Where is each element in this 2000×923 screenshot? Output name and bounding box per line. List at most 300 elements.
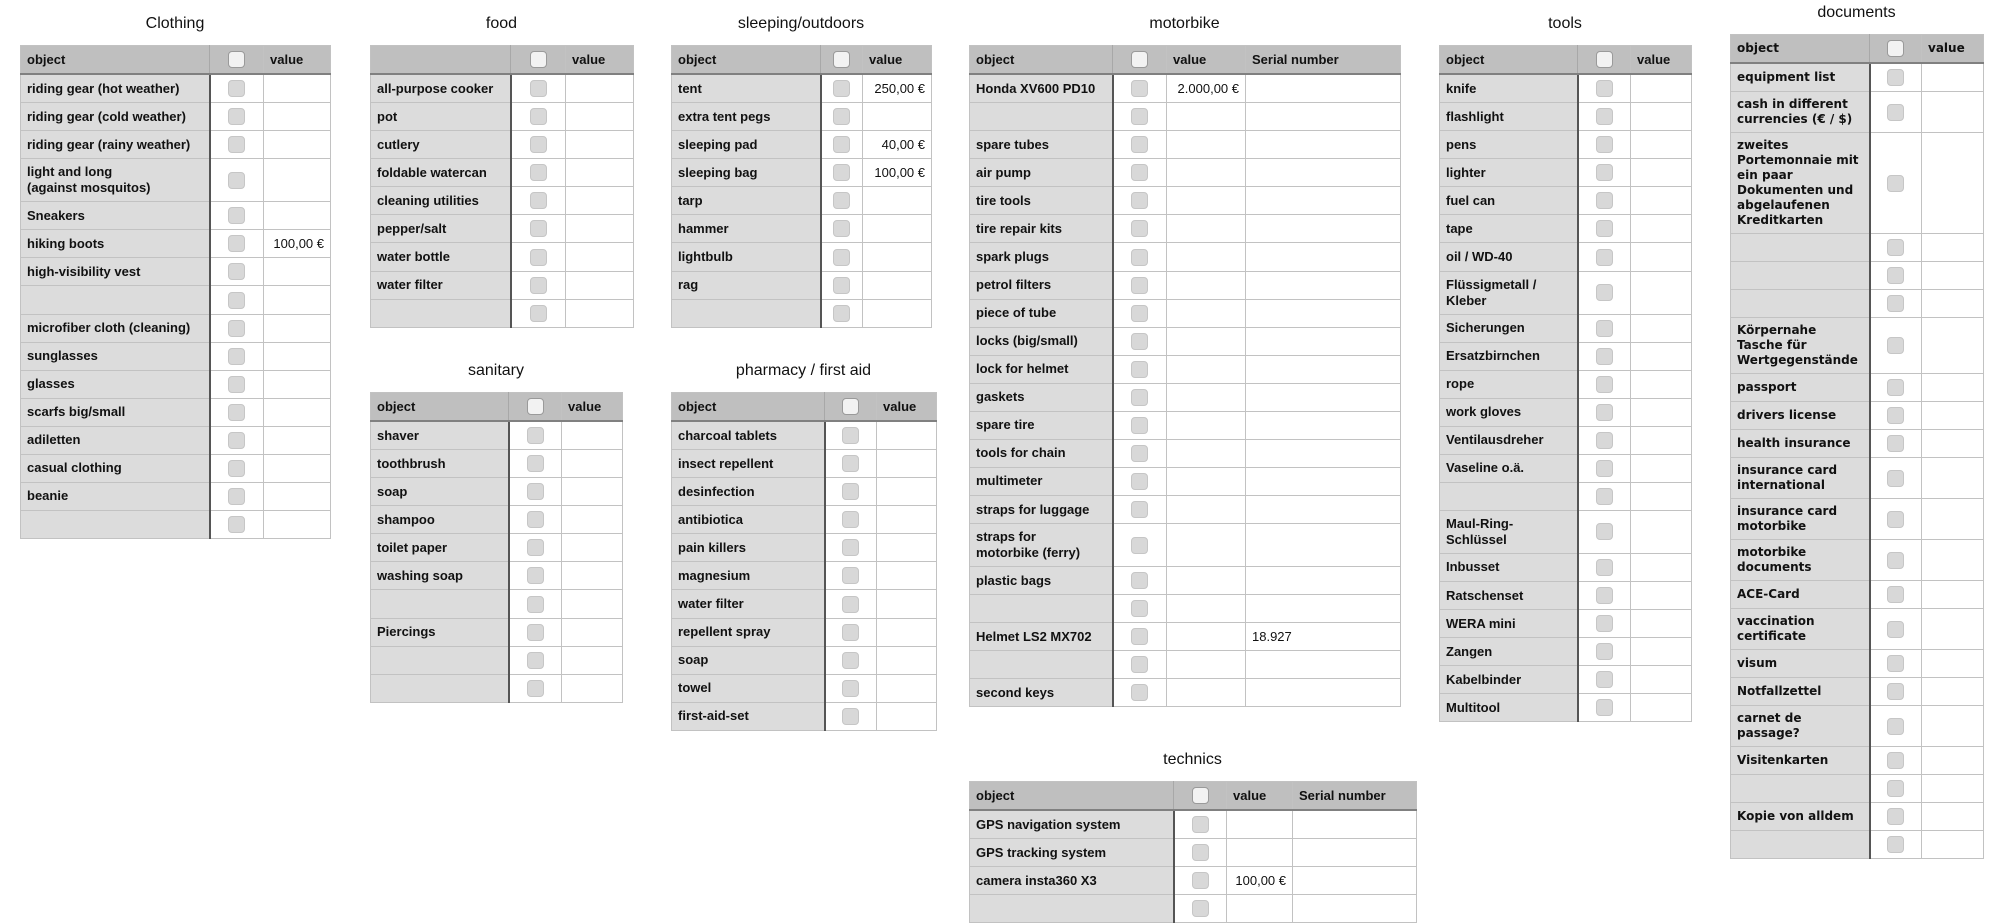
item-checkbox[interactable] xyxy=(842,567,859,584)
value-cell[interactable] xyxy=(264,482,331,510)
item-checkbox[interactable] xyxy=(1887,379,1904,396)
serial-number-cell[interactable] xyxy=(1246,103,1401,131)
serial-number-cell[interactable] xyxy=(1246,159,1401,187)
object-cell[interactable]: charcoal tablets xyxy=(672,421,825,450)
value-cell[interactable] xyxy=(264,103,331,131)
item-checkbox[interactable] xyxy=(842,483,859,500)
value-cell[interactable] xyxy=(1631,482,1692,510)
item-checkbox[interactable] xyxy=(833,164,850,181)
object-cell[interactable]: riding gear (cold weather) xyxy=(21,103,210,131)
value-cell[interactable] xyxy=(1167,327,1246,355)
value-cell[interactable] xyxy=(1631,426,1692,454)
object-cell[interactable]: tire repair kits xyxy=(970,215,1113,243)
object-cell[interactable]: equipment list xyxy=(1731,63,1870,92)
object-cell[interactable]: Honda XV600 PD10 xyxy=(970,74,1113,103)
item-checkbox[interactable] xyxy=(1887,295,1904,312)
object-cell[interactable]: sleeping bag xyxy=(672,159,821,187)
value-cell[interactable] xyxy=(1922,706,1984,747)
object-cell[interactable]: work gloves xyxy=(1440,398,1578,426)
object-cell[interactable]: cleaning utilities xyxy=(371,187,511,215)
item-checkbox[interactable] xyxy=(1887,407,1904,424)
item-checkbox[interactable] xyxy=(530,277,547,294)
item-checkbox[interactable] xyxy=(228,348,245,365)
object-cell[interactable]: pens xyxy=(1440,131,1578,159)
object-cell[interactable]: health insurance xyxy=(1731,430,1870,458)
value-cell[interactable] xyxy=(1227,810,1293,839)
object-cell[interactable]: knife xyxy=(1440,74,1578,103)
item-checkbox[interactable] xyxy=(842,708,859,725)
value-cell[interactable] xyxy=(1631,314,1692,342)
object-cell[interactable]: high-visibility vest xyxy=(21,258,210,286)
object-cell[interactable] xyxy=(21,510,210,538)
item-checkbox[interactable] xyxy=(1887,836,1904,853)
item-checkbox[interactable] xyxy=(1596,320,1613,337)
value-cell[interactable] xyxy=(1167,131,1246,159)
value-cell[interactable] xyxy=(1922,318,1984,374)
value-cell[interactable] xyxy=(1922,747,1984,775)
object-cell[interactable]: tent xyxy=(672,74,821,103)
serial-number-cell[interactable] xyxy=(1246,355,1401,383)
object-cell[interactable]: toothbrush xyxy=(371,450,509,478)
select-all-checkbox[interactable] xyxy=(833,51,850,68)
item-checkbox[interactable] xyxy=(228,263,245,280)
value-cell[interactable] xyxy=(1167,524,1246,567)
object-cell[interactable]: GPS tracking system xyxy=(970,839,1174,867)
value-cell[interactable] xyxy=(1631,398,1692,426)
item-checkbox[interactable] xyxy=(1131,473,1148,490)
item-checkbox[interactable] xyxy=(1596,404,1613,421)
item-checkbox[interactable] xyxy=(1131,361,1148,378)
item-checkbox[interactable] xyxy=(530,220,547,237)
item-checkbox[interactable] xyxy=(1887,511,1904,528)
value-cell[interactable] xyxy=(1631,638,1692,666)
value-cell[interactable] xyxy=(877,674,937,702)
value-cell[interactable] xyxy=(877,590,937,618)
value-cell[interactable] xyxy=(1167,679,1246,707)
item-checkbox[interactable] xyxy=(1131,164,1148,181)
item-checkbox[interactable] xyxy=(1131,305,1148,322)
select-all-checkbox[interactable] xyxy=(228,51,245,68)
object-cell[interactable] xyxy=(371,590,509,618)
value-cell[interactable] xyxy=(1167,411,1246,439)
object-cell[interactable]: camera insta360 X3 xyxy=(970,867,1174,895)
object-cell[interactable]: locks (big/small) xyxy=(970,327,1113,355)
item-checkbox[interactable] xyxy=(1131,277,1148,294)
object-cell[interactable]: insect repellent xyxy=(672,450,825,478)
item-checkbox[interactable] xyxy=(1887,718,1904,735)
object-cell[interactable]: shampoo xyxy=(371,506,509,534)
item-checkbox[interactable] xyxy=(228,108,245,125)
object-cell[interactable]: hammer xyxy=(672,215,821,243)
object-cell[interactable]: Zangen xyxy=(1440,638,1578,666)
value-cell[interactable]: 100,00 € xyxy=(863,159,932,187)
value-cell[interactable] xyxy=(1167,215,1246,243)
value-cell[interactable] xyxy=(566,131,634,159)
item-checkbox[interactable] xyxy=(1887,586,1904,603)
value-cell[interactable] xyxy=(1631,131,1692,159)
value-cell[interactable] xyxy=(264,426,331,454)
item-checkbox[interactable] xyxy=(1596,643,1613,660)
value-cell[interactable] xyxy=(877,534,937,562)
object-cell[interactable]: towel xyxy=(672,674,825,702)
item-checkbox[interactable] xyxy=(833,277,850,294)
item-checkbox[interactable] xyxy=(833,136,850,153)
item-checkbox[interactable] xyxy=(228,292,245,309)
object-cell[interactable]: vaccination certificate xyxy=(1731,609,1870,650)
serial-number-cell[interactable] xyxy=(1246,524,1401,567)
item-checkbox[interactable] xyxy=(1596,559,1613,576)
item-checkbox[interactable] xyxy=(1131,628,1148,645)
item-checkbox[interactable] xyxy=(527,652,544,669)
item-checkbox[interactable] xyxy=(833,192,850,209)
item-checkbox[interactable] xyxy=(1192,816,1209,833)
object-cell[interactable]: Flüssigmetall / Kleber xyxy=(1440,271,1578,314)
value-cell[interactable] xyxy=(264,370,331,398)
value-cell[interactable] xyxy=(863,271,932,299)
value-cell[interactable] xyxy=(562,534,623,562)
value-cell[interactable] xyxy=(877,702,937,730)
value-cell[interactable]: 100,00 € xyxy=(1227,867,1293,895)
item-checkbox[interactable] xyxy=(1887,808,1904,825)
serial-number-cell[interactable] xyxy=(1293,839,1417,867)
item-checkbox[interactable] xyxy=(1596,376,1613,393)
item-checkbox[interactable] xyxy=(228,376,245,393)
value-cell[interactable] xyxy=(1167,103,1246,131)
item-checkbox[interactable] xyxy=(842,596,859,613)
value-cell[interactable] xyxy=(863,243,932,271)
object-cell[interactable]: plastic bags xyxy=(970,567,1113,595)
value-cell[interactable] xyxy=(562,478,623,506)
value-cell[interactable] xyxy=(566,243,634,271)
item-checkbox[interactable] xyxy=(1887,337,1904,354)
object-cell[interactable]: Ventilausdreher xyxy=(1440,426,1578,454)
value-cell[interactable] xyxy=(566,103,634,131)
value-cell[interactable] xyxy=(562,618,623,646)
item-checkbox[interactable] xyxy=(1131,192,1148,209)
item-checkbox[interactable] xyxy=(1596,108,1613,125)
object-cell[interactable]: water bottle xyxy=(371,243,511,271)
object-cell[interactable]: water filter xyxy=(371,271,511,299)
item-checkbox[interactable] xyxy=(527,511,544,528)
serial-number-cell[interactable] xyxy=(1246,74,1401,103)
value-cell[interactable] xyxy=(1167,187,1246,215)
item-checkbox[interactable] xyxy=(1887,267,1904,284)
object-cell[interactable]: sunglasses xyxy=(21,342,210,370)
item-checkbox[interactable] xyxy=(842,511,859,528)
select-all-checkbox[interactable] xyxy=(530,51,547,68)
object-cell[interactable]: glasses xyxy=(21,370,210,398)
value-cell[interactable] xyxy=(1922,133,1984,234)
object-cell[interactable]: all-purpose cooker xyxy=(371,74,511,103)
object-cell[interactable]: zweites Portemonnaie mit ein paar Dokumenten und abgelaufenen Kreditkarten xyxy=(1731,133,1870,234)
item-checkbox[interactable] xyxy=(1131,136,1148,153)
serial-number-cell[interactable] xyxy=(1246,131,1401,159)
item-checkbox[interactable] xyxy=(1131,445,1148,462)
value-cell[interactable] xyxy=(566,187,634,215)
object-cell[interactable]: oil / WD-40 xyxy=(1440,243,1578,271)
value-cell[interactable] xyxy=(877,506,937,534)
value-cell[interactable] xyxy=(264,131,331,159)
item-checkbox[interactable] xyxy=(833,108,850,125)
object-cell[interactable]: water filter xyxy=(672,590,825,618)
value-cell[interactable] xyxy=(1922,650,1984,678)
select-all-checkbox[interactable] xyxy=(527,398,544,415)
object-cell[interactable]: Körpernahe Tasche für Wertgegenstände xyxy=(1731,318,1870,374)
object-cell[interactable]: tools for chain xyxy=(970,439,1113,467)
value-cell[interactable] xyxy=(1167,467,1246,495)
value-cell[interactable] xyxy=(1167,439,1246,467)
value-cell[interactable] xyxy=(566,74,634,103)
object-cell[interactable]: desinfection xyxy=(672,478,825,506)
serial-number-cell[interactable]: 18.927 xyxy=(1246,623,1401,651)
object-cell[interactable]: Piercings xyxy=(371,618,509,646)
serial-number-cell[interactable] xyxy=(1293,895,1417,923)
object-cell[interactable]: fuel can xyxy=(1440,187,1578,215)
object-cell[interactable]: repellent spray xyxy=(672,618,825,646)
value-cell[interactable] xyxy=(863,215,932,243)
value-cell[interactable] xyxy=(264,159,331,202)
object-cell[interactable] xyxy=(970,595,1113,623)
object-cell[interactable]: pain killers xyxy=(672,534,825,562)
object-cell[interactable]: carnet de passage? xyxy=(1731,706,1870,747)
value-cell[interactable] xyxy=(264,314,331,342)
item-checkbox[interactable] xyxy=(1596,460,1613,477)
item-checkbox[interactable] xyxy=(1887,655,1904,672)
object-cell[interactable]: tape xyxy=(1440,215,1578,243)
object-cell[interactable]: cutlery xyxy=(371,131,511,159)
serial-number-cell[interactable] xyxy=(1246,383,1401,411)
object-cell[interactable]: Ratschenset xyxy=(1440,582,1578,610)
item-checkbox[interactable] xyxy=(1887,175,1904,192)
item-checkbox[interactable] xyxy=(833,220,850,237)
value-cell[interactable] xyxy=(264,286,331,314)
object-cell[interactable]: WERA mini xyxy=(1440,610,1578,638)
serial-number-cell[interactable] xyxy=(1246,327,1401,355)
value-cell[interactable] xyxy=(264,510,331,538)
item-checkbox[interactable] xyxy=(1887,239,1904,256)
item-checkbox[interactable] xyxy=(842,539,859,556)
object-cell[interactable]: Visitenkarten xyxy=(1731,747,1870,775)
item-checkbox[interactable] xyxy=(527,624,544,641)
item-checkbox[interactable] xyxy=(530,136,547,153)
object-cell[interactable]: pot xyxy=(371,103,511,131)
value-cell[interactable] xyxy=(863,187,932,215)
item-checkbox[interactable] xyxy=(1131,684,1148,701)
value-cell[interactable] xyxy=(1922,831,1984,859)
item-checkbox[interactable] xyxy=(1887,435,1904,452)
item-checkbox[interactable] xyxy=(1131,220,1148,237)
object-cell[interactable]: pepper/salt xyxy=(371,215,511,243)
object-cell[interactable] xyxy=(1731,831,1870,859)
item-checkbox[interactable] xyxy=(1887,621,1904,638)
item-checkbox[interactable] xyxy=(1887,752,1904,769)
serial-number-cell[interactable] xyxy=(1246,496,1401,524)
object-cell[interactable]: adiletten xyxy=(21,426,210,454)
object-cell[interactable] xyxy=(21,286,210,314)
object-cell[interactable]: gaskets xyxy=(970,383,1113,411)
serial-number-cell[interactable] xyxy=(1246,679,1401,707)
item-checkbox[interactable] xyxy=(1131,600,1148,617)
value-cell[interactable] xyxy=(1631,187,1692,215)
object-cell[interactable]: cash in different currencies (€ / $) xyxy=(1731,92,1870,133)
value-cell[interactable] xyxy=(566,271,634,299)
item-checkbox[interactable] xyxy=(1131,80,1148,97)
serial-number-cell[interactable] xyxy=(1293,867,1417,895)
object-cell[interactable]: microfiber cloth (cleaning) xyxy=(21,314,210,342)
value-cell[interactable] xyxy=(1922,803,1984,831)
value-cell[interactable] xyxy=(1922,499,1984,540)
value-cell[interactable] xyxy=(1167,623,1246,651)
object-cell[interactable] xyxy=(672,299,821,327)
object-cell[interactable] xyxy=(1731,234,1870,262)
value-cell[interactable] xyxy=(264,342,331,370)
value-cell[interactable] xyxy=(1167,355,1246,383)
object-cell[interactable]: rope xyxy=(1440,370,1578,398)
item-checkbox[interactable] xyxy=(228,404,245,421)
value-cell[interactable] xyxy=(1167,159,1246,187)
item-checkbox[interactable] xyxy=(228,207,245,224)
value-cell[interactable] xyxy=(1167,567,1246,595)
serial-number-cell[interactable] xyxy=(1246,243,1401,271)
item-checkbox[interactable] xyxy=(1131,333,1148,350)
serial-number-cell[interactable] xyxy=(1246,567,1401,595)
value-cell[interactable] xyxy=(264,454,331,482)
value-cell[interactable] xyxy=(562,421,623,450)
value-cell[interactable] xyxy=(877,421,937,450)
serial-number-cell[interactable] xyxy=(1246,299,1401,327)
object-cell[interactable]: Ersatzbirnchen xyxy=(1440,342,1578,370)
value-cell[interactable] xyxy=(562,674,623,702)
item-checkbox[interactable] xyxy=(1596,249,1613,266)
object-cell[interactable]: visum xyxy=(1731,650,1870,678)
object-cell[interactable]: drivers license xyxy=(1731,402,1870,430)
value-cell[interactable] xyxy=(562,590,623,618)
serial-number-cell[interactable] xyxy=(1246,439,1401,467)
object-cell[interactable]: scarfs big/small xyxy=(21,398,210,426)
item-checkbox[interactable] xyxy=(1131,389,1148,406)
object-cell[interactable]: magnesium xyxy=(672,562,825,590)
item-checkbox[interactable] xyxy=(1596,284,1613,301)
object-cell[interactable]: soap xyxy=(371,478,509,506)
select-all-checkbox[interactable] xyxy=(1596,51,1613,68)
item-checkbox[interactable] xyxy=(1596,523,1613,540)
value-cell[interactable] xyxy=(1922,92,1984,133)
object-cell[interactable]: lightbulb xyxy=(672,243,821,271)
value-cell[interactable] xyxy=(877,646,937,674)
value-cell[interactable] xyxy=(1631,694,1692,722)
serial-number-cell[interactable] xyxy=(1293,810,1417,839)
item-checkbox[interactable] xyxy=(527,455,544,472)
item-checkbox[interactable] xyxy=(527,596,544,613)
item-checkbox[interactable] xyxy=(833,80,850,97)
value-cell[interactable] xyxy=(1922,290,1984,318)
object-cell[interactable]: riding gear (rainy weather) xyxy=(21,131,210,159)
object-cell[interactable]: air pump xyxy=(970,159,1113,187)
item-checkbox[interactable] xyxy=(1887,104,1904,121)
item-checkbox[interactable] xyxy=(842,624,859,641)
item-checkbox[interactable] xyxy=(530,108,547,125)
value-cell[interactable] xyxy=(1631,510,1692,553)
object-cell[interactable]: riding gear (hot weather) xyxy=(21,74,210,103)
object-cell[interactable]: GPS navigation system xyxy=(970,810,1174,839)
object-cell[interactable] xyxy=(1731,775,1870,803)
item-checkbox[interactable] xyxy=(228,460,245,477)
item-checkbox[interactable] xyxy=(1887,683,1904,700)
value-cell[interactable]: 40,00 € xyxy=(863,131,932,159)
value-cell[interactable] xyxy=(264,398,331,426)
item-checkbox[interactable] xyxy=(530,164,547,181)
item-checkbox[interactable] xyxy=(1192,900,1209,917)
item-checkbox[interactable] xyxy=(527,427,544,444)
value-cell[interactable] xyxy=(1631,370,1692,398)
object-cell[interactable]: Notfallzettel xyxy=(1731,678,1870,706)
select-all-checkbox[interactable] xyxy=(1131,51,1148,68)
object-cell[interactable]: toilet paper xyxy=(371,534,509,562)
item-checkbox[interactable] xyxy=(1596,488,1613,505)
item-checkbox[interactable] xyxy=(1596,220,1613,237)
item-checkbox[interactable] xyxy=(530,249,547,266)
value-cell[interactable] xyxy=(877,618,937,646)
value-cell[interactable] xyxy=(1922,678,1984,706)
item-checkbox[interactable] xyxy=(530,305,547,322)
value-cell[interactable] xyxy=(562,562,623,590)
value-cell[interactable] xyxy=(1631,243,1692,271)
item-checkbox[interactable] xyxy=(1131,656,1148,673)
serial-number-cell[interactable] xyxy=(1246,411,1401,439)
object-cell[interactable]: casual clothing xyxy=(21,454,210,482)
item-checkbox[interactable] xyxy=(527,539,544,556)
object-cell[interactable]: antibiotica xyxy=(672,506,825,534)
item-checkbox[interactable] xyxy=(842,427,859,444)
object-cell[interactable]: multimeter xyxy=(970,467,1113,495)
value-cell[interactable]: 250,00 € xyxy=(863,74,932,103)
value-cell[interactable] xyxy=(1167,271,1246,299)
object-cell[interactable]: beanie xyxy=(21,482,210,510)
item-checkbox[interactable] xyxy=(1596,80,1613,97)
object-cell[interactable]: flashlight xyxy=(1440,103,1578,131)
item-checkbox[interactable] xyxy=(1596,136,1613,153)
value-cell[interactable] xyxy=(1167,595,1246,623)
select-all-checkbox[interactable] xyxy=(1887,40,1904,57)
value-cell[interactable] xyxy=(863,299,932,327)
item-checkbox[interactable] xyxy=(228,432,245,449)
item-checkbox[interactable] xyxy=(228,80,245,97)
object-cell[interactable]: passport xyxy=(1731,374,1870,402)
object-cell[interactable]: sleeping pad xyxy=(672,131,821,159)
serial-number-cell[interactable] xyxy=(1246,595,1401,623)
object-cell[interactable]: spark plugs xyxy=(970,243,1113,271)
object-cell[interactable]: hiking boots xyxy=(21,230,210,258)
object-cell[interactable]: second keys xyxy=(970,679,1113,707)
value-cell[interactable] xyxy=(1922,430,1984,458)
object-cell[interactable]: Multitool xyxy=(1440,694,1578,722)
value-cell[interactable] xyxy=(1631,215,1692,243)
object-cell[interactable]: foldable watercan xyxy=(371,159,511,187)
value-cell[interactable] xyxy=(1227,895,1293,923)
value-cell[interactable] xyxy=(1631,582,1692,610)
object-cell[interactable] xyxy=(371,646,509,674)
item-checkbox[interactable] xyxy=(527,567,544,584)
object-cell[interactable]: soap xyxy=(672,646,825,674)
value-cell[interactable] xyxy=(1922,609,1984,650)
value-cell[interactable] xyxy=(1227,839,1293,867)
value-cell[interactable] xyxy=(1922,63,1984,92)
item-checkbox[interactable] xyxy=(228,488,245,505)
object-cell[interactable] xyxy=(970,103,1113,131)
object-cell[interactable]: Inbusset xyxy=(1440,553,1578,581)
value-cell[interactable] xyxy=(1922,234,1984,262)
item-checkbox[interactable] xyxy=(1596,615,1613,632)
